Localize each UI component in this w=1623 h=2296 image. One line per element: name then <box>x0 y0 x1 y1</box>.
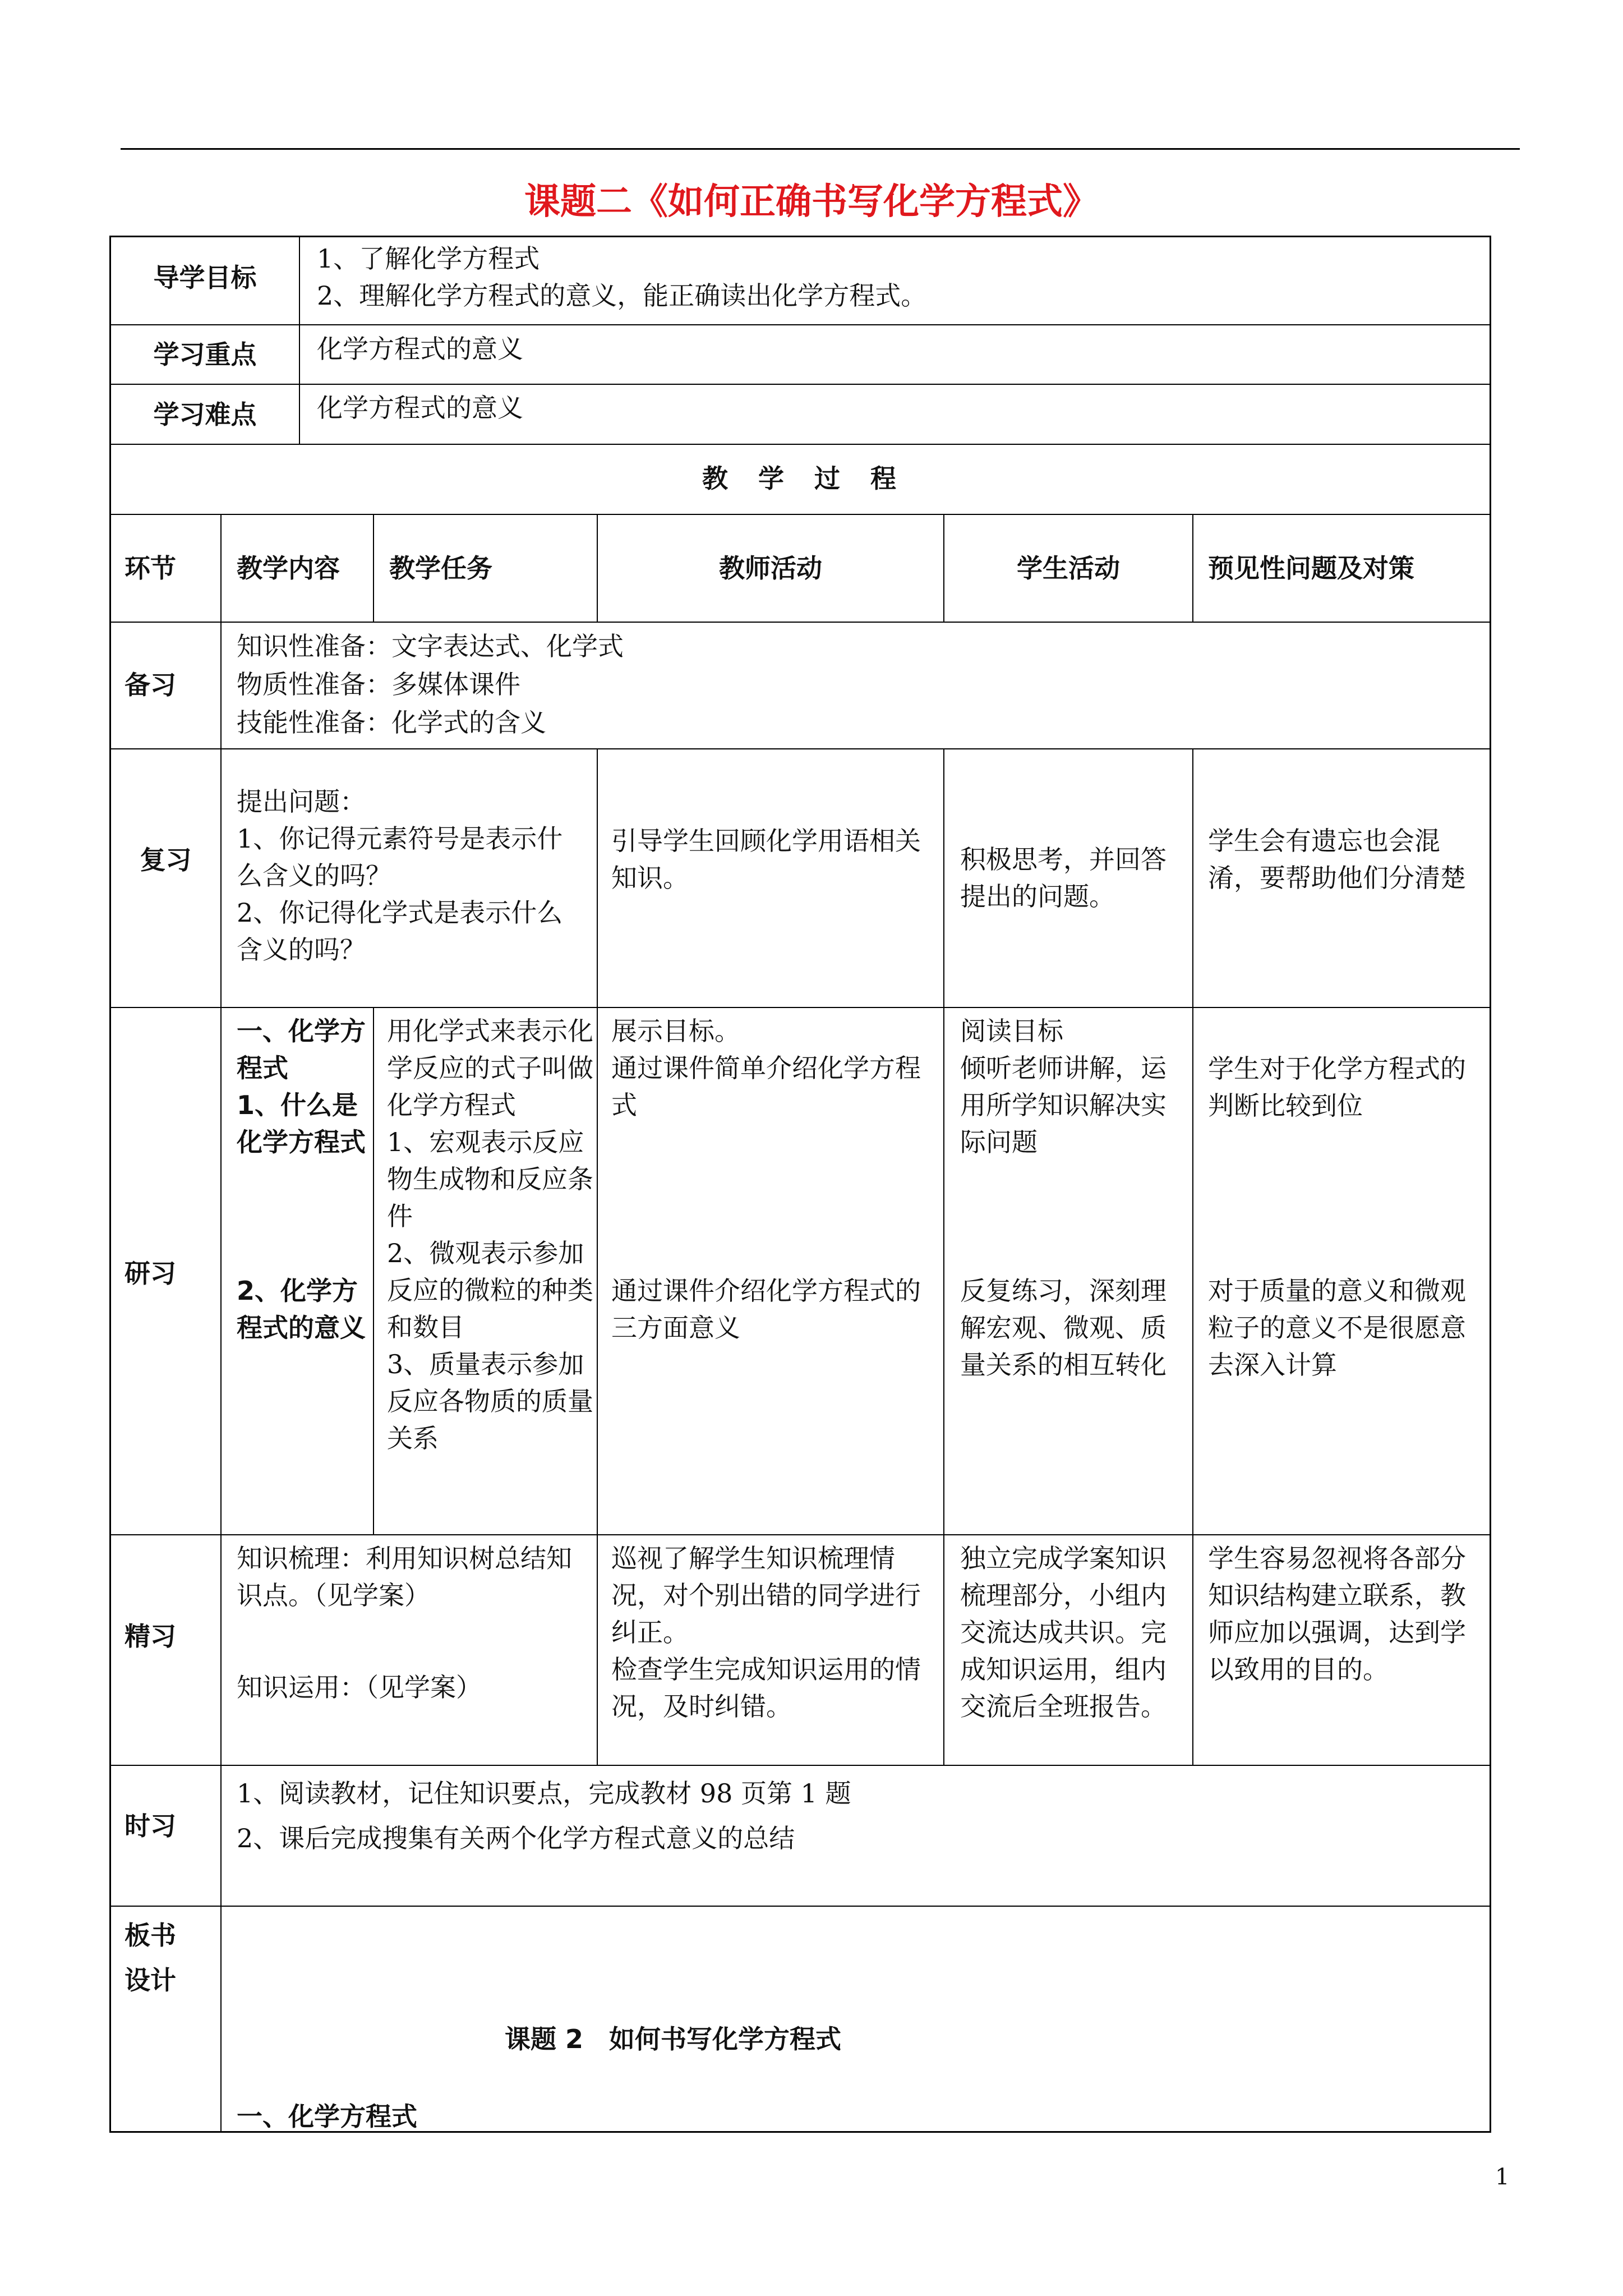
stage-fuxi: 复习 <box>140 845 192 875</box>
yanxi-teacher-intro: 展示目标。 通过课件简单介绍化学方程式 <box>611 1016 921 1120</box>
fuxi-content: 提出问题： 1、你记得元素符号是表示什么含义的吗？ 2、你记得化学式是表示什么含义的吗？ <box>237 786 563 965</box>
banshu-heading: 课题 2 如何书写化学方程式 <box>505 2024 842 2054</box>
jingxi-strategy: 学生容易忽视将各部分知识结构建立联系，教师应加以强调，达到学以致用的目的。 <box>1208 1543 1466 1685</box>
yanxi-student-read: 阅读目标 倾听老师讲解，运用所学知识解决实际问题 <box>960 1016 1166 1157</box>
col-header-task: 教学任务 <box>389 553 492 583</box>
col-header-stage: 环节 <box>125 553 176 583</box>
yanxi-task: 用化学式来表示化学反应的式子叫做化学方程式 1、宏观表示反应物生成物和反应条件 2、微观表示参加反应的微粒的种类和数目 3、质量表示参加反应各物质的质量关系 <box>387 1016 593 1453</box>
col-header-teacher: 教师活动 <box>719 553 822 583</box>
stage-jingxi: 精习 <box>125 1621 176 1651</box>
yanxi-content-meaning: 2、化学方程式的意义 <box>237 1276 366 1343</box>
jingxi-student: 独立完成学案知识梳理部分，小组内交流达成共识。完成知识运用，组内交流后全班报告。 <box>960 1543 1166 1722</box>
objectives-label: 导学目标 <box>153 263 257 293</box>
yanxi-content-definition: 一、化学方程式 1、什么是化学方程式 <box>237 1016 366 1157</box>
fuxi-strategy: 学生会有遗忘也会混淆，要帮助他们分清楚 <box>1208 826 1466 893</box>
yanxi-strategy-judgement: 学生对于化学方程式的判断比较到位 <box>1208 1053 1466 1121</box>
jingxi-teacher: 巡视了解学生知识梳理情况，对个别出错的同学进行纠正。 检查学生完成知识运用的情况，及时纠错。 <box>611 1543 921 1722</box>
yanxi-teacher-meaning: 通过课件介绍化学方程式的三方面意义 <box>611 1276 921 1343</box>
col-header-strategy: 预见性问题及对策 <box>1208 553 1414 583</box>
jingxi-content-apply: 知识运用：（见学案） <box>237 1672 482 1703</box>
page-title: 课题二《如何正确书写化学方程式》 <box>524 181 1099 223</box>
beixi-content: 知识性准备：文字表达式、化学式 物质性准备：多媒体课件 技能性准备：化学式的含义 <box>237 631 624 738</box>
header-rule <box>121 148 1520 150</box>
section-title: 教 学 过 程 <box>702 463 898 494</box>
difficulty-content: 化学方程式的意义 <box>317 393 523 423</box>
stage-yanxi: 研习 <box>125 1258 176 1289</box>
stage-beixi: 备习 <box>125 670 176 700</box>
objectives-content: 1、了解化学方程式 2、理解化学方程式的意义，能正确读出化学方程式。 <box>317 243 927 311</box>
key-points-content: 化学方程式的意义 <box>317 334 523 364</box>
yanxi-strategy-calculation: 对于质量的意义和微观粒子的意义不是很愿意去深入计算 <box>1208 1276 1466 1380</box>
difficulty-label: 学习难点 <box>153 399 257 430</box>
col-header-content: 教学内容 <box>237 553 340 583</box>
jingxi-content-organize: 知识梳理：利用知识树总结知识点。（见学案） <box>237 1543 572 1611</box>
fuxi-teacher: 引导学生回顾化学用语相关知识。 <box>611 826 921 893</box>
stage-shixi: 时习 <box>125 1811 176 1841</box>
page-number: 1 <box>1495 2164 1510 2190</box>
fuxi-student: 积极思考，并回答提出的问题。 <box>960 844 1166 912</box>
shixi-content: 1、阅读教材，记住知识要点，完成教材 98 页第 1 题 2、课后完成搜集有关两个化学方程式意义的总结 <box>237 1778 851 1853</box>
banshu-item: 一、化学方程式 <box>237 2101 417 2132</box>
col-header-student: 学生活动 <box>1017 553 1120 583</box>
yanxi-student-practice: 反复练习，深刻理解宏观、微观、质量关系的相互转化 <box>960 1276 1166 1380</box>
key-points-label: 学习重点 <box>153 339 257 370</box>
stage-banshu: 板书 设计 <box>125 1920 176 1995</box>
